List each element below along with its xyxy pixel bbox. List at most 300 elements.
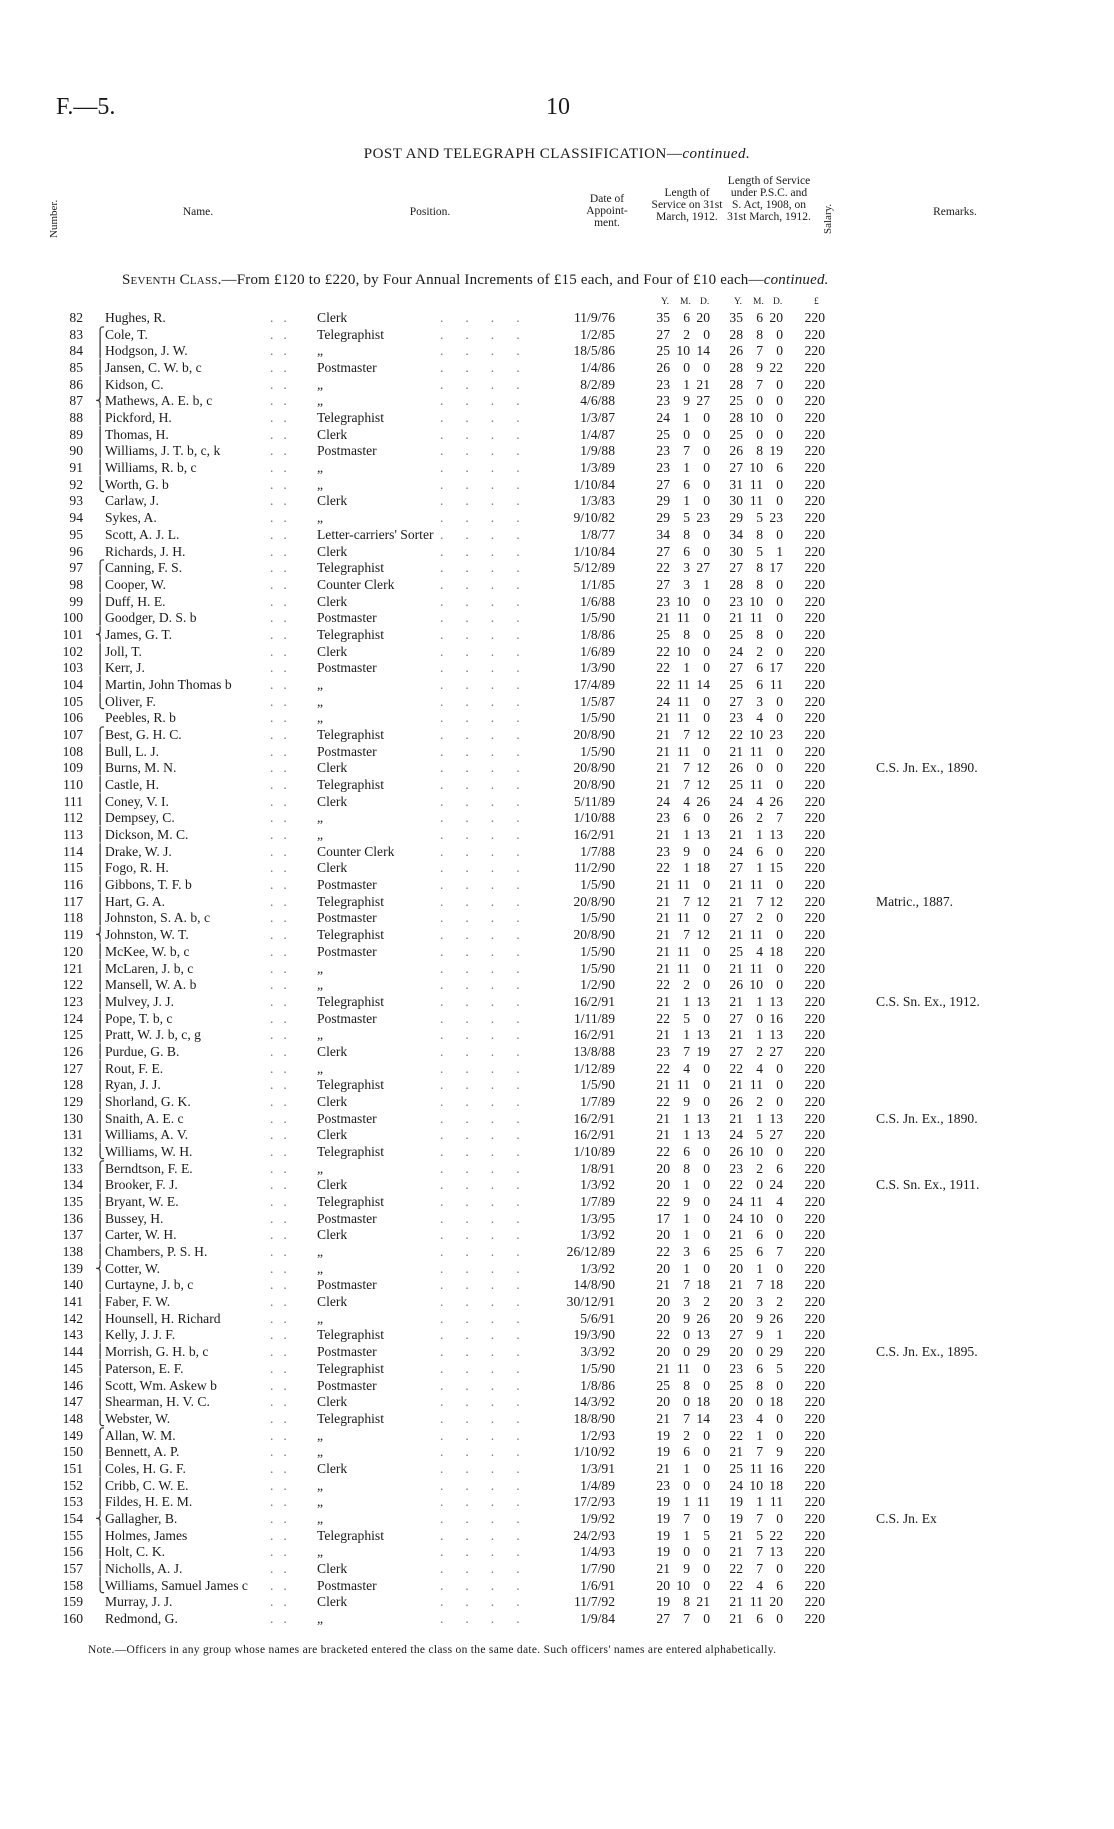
psc-days: 22: [769, 1527, 783, 1543]
psc-months: 10: [749, 1144, 763, 1159]
service-months: 3: [683, 576, 690, 592]
salary-value: 220: [804, 1360, 825, 1376]
row-number: 117: [63, 893, 83, 909]
psc-years: 20: [729, 1294, 743, 1310]
appointment-date: 1/6/89: [580, 643, 615, 659]
row-number: 120: [62, 943, 83, 959]
leader-dots: ..: [270, 1494, 297, 1510]
service-days: 0: [703, 1477, 710, 1493]
leader-dots: ....: [440, 1344, 542, 1360]
appointment-date: 3/3/92: [580, 1344, 615, 1360]
officer-name: Bull, L. J.: [105, 743, 160, 759]
leader-dots: ..: [270, 493, 297, 509]
group-bracket: ⎪: [95, 1027, 106, 1043]
officer-position: Telegraphist: [317, 1360, 384, 1376]
table-row: [0, 1377, 1114, 1394]
service-months: 1: [683, 993, 690, 1009]
group-bracket: ⎪: [95, 993, 106, 1009]
salary-value: 220: [804, 1043, 825, 1059]
table-row: [0, 1276, 1114, 1293]
leader-dots: ..: [270, 1410, 297, 1426]
group-bracket: ⎪: [95, 1043, 106, 1059]
group-bracket: ⎪: [95, 1460, 106, 1476]
leader-dots: ..: [270, 893, 297, 909]
row-number: 144: [62, 1344, 83, 1360]
salary-value: 220: [804, 927, 825, 943]
service-days: 0: [703, 1227, 710, 1243]
leader-dots: ..: [270, 510, 297, 526]
psc-years: 23: [729, 1410, 743, 1426]
table-row: [0, 509, 1114, 526]
service-years: 19: [656, 1544, 670, 1560]
table-row: [0, 1393, 1114, 1410]
psc-months: 6: [756, 1611, 763, 1627]
psc-days: 18: [769, 1477, 783, 1493]
table-row: [0, 1060, 1114, 1077]
service-months: 10: [676, 643, 690, 659]
psc-days: 0: [776, 777, 783, 793]
service-months: 1: [683, 660, 690, 676]
service-years: 27: [656, 1611, 670, 1627]
officer-position: „: [317, 1027, 324, 1043]
leader-dots: ....: [440, 927, 542, 943]
officer-name: Drake, W. J.: [105, 843, 172, 859]
group-bracket: ⎪: [95, 376, 106, 392]
psc-years: 26: [729, 1093, 743, 1109]
leader-dots: ....: [440, 827, 542, 843]
leader-dots: ..: [270, 1544, 297, 1560]
service-months: 8: [683, 526, 690, 542]
table-row: [0, 359, 1114, 376]
group-bracket: ⎪: [95, 1310, 106, 1326]
service-months: 1: [683, 1177, 690, 1193]
appointment-date: 13/8/88: [573, 1043, 615, 1059]
leader-dots: ....: [440, 1260, 542, 1276]
leader-dots: ....: [440, 493, 542, 509]
officer-position: Clerk: [317, 1294, 348, 1310]
psc-years: 28: [729, 360, 743, 376]
service-months: 6: [683, 1444, 690, 1460]
salary-value: 220: [804, 1277, 825, 1293]
leader-dots: ....: [440, 1294, 542, 1310]
table-row: [0, 976, 1114, 993]
leader-dots: ..: [270, 1144, 297, 1159]
service-years: 20: [656, 1160, 670, 1176]
leader-dots: ..: [270, 877, 297, 893]
psc-months: 6: [756, 660, 763, 676]
psc-months: 0: [756, 760, 763, 776]
officer-position: Postmaster: [317, 1110, 377, 1126]
leader-dots: ....: [440, 960, 542, 976]
service-days: 0: [703, 476, 710, 492]
officer-position: Telegraphist: [317, 777, 384, 793]
service-days: 0: [703, 1544, 710, 1560]
leader-dots: ..: [270, 1177, 297, 1193]
service-years: 22: [656, 560, 670, 576]
service-days: 1: [703, 576, 710, 592]
salary-value: 220: [804, 443, 825, 459]
service-months: 11: [676, 710, 690, 726]
officer-position: Telegraphist: [317, 1077, 384, 1093]
leader-dots: ....: [440, 1427, 542, 1443]
row-number: 130: [62, 1110, 83, 1126]
psc-years: 27: [729, 693, 743, 709]
service-days: 2: [703, 1294, 710, 1310]
psc-years: 22: [729, 1427, 743, 1443]
officer-position: Clerk: [317, 593, 348, 609]
psc-days: 17: [769, 560, 783, 576]
unit-months-2: M.: [753, 297, 764, 307]
leader-dots: ....: [440, 943, 542, 959]
officer-name: Williams, W. H.: [105, 1144, 193, 1159]
officer-position: Postmaster: [317, 1010, 377, 1026]
psc-years: 21: [729, 1027, 743, 1043]
table-row: [0, 593, 1114, 610]
appointment-date: 1/5/90: [580, 1360, 615, 1376]
appointment-date: 1/9/92: [580, 1510, 615, 1526]
service-years: 20: [656, 1227, 670, 1243]
psc-days: 29: [769, 1344, 783, 1360]
psc-years: 21: [729, 1444, 743, 1460]
leader-dots: ..: [270, 626, 297, 642]
service-days: 0: [703, 326, 710, 342]
group-bracket: ⎪: [95, 1394, 106, 1410]
psc-days: 12: [769, 893, 783, 909]
officer-name: Kerr, J.: [105, 660, 145, 676]
group-bracket: ⎪: [95, 1477, 106, 1493]
service-months: 7: [683, 1410, 690, 1426]
table-row: [0, 1577, 1114, 1594]
group-bracket: ⎪: [95, 827, 106, 843]
group-bracket: ⎪: [95, 1527, 106, 1543]
leader-dots: ....: [440, 526, 542, 542]
psc-days: 5: [776, 1360, 783, 1376]
service-months: 3: [683, 560, 690, 576]
officer-position: „: [317, 1160, 324, 1176]
leader-dots: ....: [440, 1377, 542, 1393]
service-days: 0: [703, 1260, 710, 1276]
psc-days: 0: [776, 410, 783, 426]
row-number: 95: [69, 526, 83, 542]
salary-value: 220: [804, 460, 825, 476]
table-row: [0, 459, 1114, 476]
service-years: 21: [656, 960, 670, 976]
service-days: 6: [703, 1244, 710, 1260]
group-bracket: ⎩: [95, 476, 106, 492]
group-bracket: ⎪: [95, 1277, 106, 1293]
service-years: 21: [656, 610, 670, 626]
officer-name: Rout, F. E.: [105, 1060, 164, 1076]
service-months: 7: [683, 927, 690, 943]
service-days: 0: [703, 1427, 710, 1443]
officer-name: Redmond, G.: [105, 1611, 178, 1627]
appointment-date: 1/10/92: [573, 1444, 615, 1460]
officer-position: Postmaster: [317, 743, 377, 759]
psc-months: 7: [756, 1510, 763, 1526]
psc-days: 27: [769, 1127, 783, 1143]
officer-position: „: [317, 827, 324, 843]
officer-name: Peebles, R. b: [105, 710, 176, 726]
psc-months: 11: [749, 877, 763, 893]
officer-name: Hart, G. A.: [105, 893, 166, 909]
psc-months: 6: [756, 843, 763, 859]
psc-days: 0: [776, 1227, 783, 1243]
salary-value: 220: [804, 526, 825, 542]
service-years: 23: [656, 443, 670, 459]
group-bracket: ⎪: [95, 910, 106, 926]
officer-position: „: [317, 476, 324, 492]
table-row: [0, 442, 1114, 459]
service-days: 13: [696, 1027, 710, 1043]
service-months: 9: [683, 1093, 690, 1109]
leader-dots: ..: [270, 743, 297, 759]
officer-position: Postmaster: [317, 910, 377, 926]
group-bracket: ⎪: [95, 1210, 106, 1226]
table-row: [0, 1193, 1114, 1210]
psc-days: 0: [776, 493, 783, 509]
service-days: 14: [696, 676, 710, 692]
leader-dots: ....: [440, 1577, 542, 1593]
leader-dots: ....: [440, 1244, 542, 1260]
table-row: [0, 626, 1114, 643]
service-years: 20: [656, 1394, 670, 1410]
service-days: 14: [696, 343, 710, 359]
service-years: 22: [656, 676, 670, 692]
service-days: 12: [696, 777, 710, 793]
leader-dots: ....: [440, 410, 542, 426]
officer-name: Carlaw, J.: [105, 493, 159, 509]
unit-pound: £: [814, 297, 819, 307]
appointment-date: 1/3/95: [580, 1210, 615, 1226]
row-number: 88: [69, 410, 83, 426]
service-months: 1: [683, 860, 690, 876]
service-months: 0: [683, 1327, 690, 1343]
officer-name: Johnston, W. T.: [105, 927, 189, 943]
row-number: 102: [62, 643, 83, 659]
leader-dots: ....: [440, 1110, 542, 1126]
leader-dots: ....: [440, 1277, 542, 1293]
psc-months: 1: [756, 827, 763, 843]
officer-position: „: [317, 676, 324, 692]
appointment-date: 1/2/93: [580, 1427, 615, 1443]
salary-value: 220: [804, 426, 825, 442]
officer-name: Jansen, C. W. b, c: [105, 360, 202, 376]
officer-name: Coles, H. G. F.: [105, 1460, 186, 1476]
row-number: 140: [62, 1277, 83, 1293]
row-number: 108: [62, 743, 83, 759]
psc-months: 6: [756, 310, 763, 325]
psc-months: 10: [749, 460, 763, 476]
psc-months: 1: [756, 1427, 763, 1443]
officer-name: Bennett, A. P.: [105, 1444, 180, 1460]
group-bracket: ⎧: [95, 727, 106, 742]
group-bracket: ⎪: [95, 1561, 106, 1576]
row-number: 98: [69, 576, 83, 592]
salary-value: 220: [804, 1177, 825, 1193]
salary-value: 220: [804, 877, 825, 893]
leader-dots: ..: [270, 710, 297, 726]
leader-dots: ..: [270, 476, 297, 492]
psc-months: 7: [756, 1544, 763, 1560]
leader-dots: ..: [270, 1510, 297, 1526]
salary-value: 220: [804, 1410, 825, 1426]
unit-years-2: Y.: [734, 297, 743, 307]
officer-position: Postmaster: [317, 1277, 377, 1293]
table-row: [0, 409, 1114, 426]
service-months: 2: [683, 1427, 690, 1443]
row-number: 158: [62, 1577, 83, 1593]
leader-dots: ..: [270, 1277, 297, 1293]
group-bracket: ⎧: [95, 326, 106, 342]
appointment-date: 1/9/88: [580, 443, 615, 459]
service-months: 0: [683, 360, 690, 376]
psc-days: 20: [769, 1594, 783, 1610]
appointment-date: 11/9/76: [573, 310, 615, 325]
service-days: 0: [703, 1177, 710, 1193]
service-days: 0: [703, 977, 710, 993]
table-row: [0, 676, 1114, 693]
table-row: [0, 659, 1114, 676]
service-days: 0: [703, 943, 710, 959]
service-years: 22: [656, 660, 670, 676]
psc-days: 7: [776, 1244, 783, 1260]
psc-months: 8: [756, 326, 763, 342]
table-row: [0, 1443, 1114, 1460]
leader-dots: ..: [270, 1093, 297, 1109]
psc-months: 2: [756, 1043, 763, 1059]
salary-value: 220: [804, 1294, 825, 1310]
group-bracket: ⎪: [95, 877, 106, 893]
row-number: 89: [69, 426, 83, 442]
service-months: 11: [676, 910, 690, 926]
group-bracket: ⎪: [95, 676, 106, 692]
row-number: 100: [62, 610, 83, 626]
service-years: 20: [656, 1310, 670, 1326]
psc-days: 0: [776, 910, 783, 926]
leader-dots: ..: [270, 793, 297, 809]
service-months: 6: [683, 810, 690, 826]
officer-name: Ryan, J. J.: [105, 1077, 161, 1093]
salary-value: 220: [804, 943, 825, 959]
service-months: 1: [683, 1127, 690, 1143]
service-months: 4: [683, 793, 690, 809]
class-heading-prefix: Seventh Class.: [122, 272, 222, 288]
table-row: [0, 609, 1114, 626]
officer-position: Clerk: [317, 1127, 348, 1143]
psc-years: 23: [729, 593, 743, 609]
psc-years: 21: [729, 1594, 743, 1610]
psc-months: 2: [756, 910, 763, 926]
table-row: [0, 909, 1114, 926]
officer-name: Gibbons, T. F. b: [105, 877, 192, 893]
table-row: [0, 309, 1114, 326]
psc-years: 24: [729, 793, 743, 809]
table-row: [0, 1143, 1114, 1160]
service-months: 7: [683, 760, 690, 776]
salary-value: 220: [804, 1160, 825, 1176]
service-years: 23: [656, 460, 670, 476]
leader-dots: ....: [440, 877, 542, 893]
service-years: 22: [656, 1244, 670, 1260]
officer-position: „: [317, 1544, 324, 1560]
service-days: 0: [703, 1577, 710, 1593]
leader-dots: ....: [440, 343, 542, 359]
officer-name: Shearman, H. V. C.: [105, 1394, 210, 1410]
officer-name: Pickford, H.: [105, 410, 172, 426]
leader-dots: ..: [270, 376, 297, 392]
leader-dots: ..: [270, 760, 297, 776]
table-row: [0, 743, 1114, 760]
service-days: 13: [696, 993, 710, 1009]
row-number: 159: [62, 1594, 83, 1610]
officer-position: Clerk: [317, 426, 348, 442]
group-bracket: ⎪: [95, 810, 106, 826]
psc-years: 30: [729, 543, 743, 559]
service-years: 21: [656, 1077, 670, 1093]
group-bracket: ⎪: [95, 793, 106, 809]
leader-dots: ..: [270, 960, 297, 976]
leader-dots: ....: [440, 693, 542, 709]
table-row: [0, 693, 1114, 710]
header-length-service: Length of Service on 31st March, 1912.: [651, 187, 723, 223]
psc-years: 26: [729, 977, 743, 993]
service-months: 5: [683, 1010, 690, 1026]
service-years: 24: [656, 410, 670, 426]
service-months: 9: [683, 1194, 690, 1210]
group-bracket: ⎩: [95, 1144, 106, 1159]
service-months: 0: [683, 1344, 690, 1360]
psc-months: 0: [756, 1344, 763, 1360]
row-number: 86: [69, 376, 83, 392]
service-years: 21: [656, 727, 670, 742]
service-years: 27: [656, 326, 670, 342]
psc-days: 0: [776, 326, 783, 342]
psc-months: 9: [756, 1327, 763, 1343]
row-number: 111: [63, 793, 83, 809]
service-days: 18: [696, 860, 710, 876]
officer-name: Pratt, W. J. b, c, g: [105, 1027, 201, 1043]
salary-value: 220: [804, 1260, 825, 1276]
group-bracket: ⎪: [95, 1544, 106, 1560]
appointment-date: 1/3/83: [580, 493, 615, 509]
psc-years: 24: [729, 643, 743, 659]
group-bracket: ⎨: [95, 626, 106, 642]
leader-dots: ..: [270, 1043, 297, 1059]
appointment-date: 1/5/90: [580, 877, 615, 893]
row-number: 142: [62, 1310, 83, 1326]
table-row: [0, 859, 1114, 876]
table-row: [0, 943, 1114, 960]
leader-dots: ....: [440, 560, 542, 576]
table-row: [0, 1343, 1114, 1360]
remarks-value: C.S. Jn. Ex: [876, 1510, 937, 1526]
officer-position: „: [317, 810, 324, 826]
psc-months: 11: [749, 1594, 763, 1610]
leader-dots: ....: [440, 443, 542, 459]
row-number: 139: [62, 1260, 83, 1276]
salary-value: 220: [804, 743, 825, 759]
group-bracket: ⎪: [95, 1294, 106, 1310]
officer-name: Williams, A. V.: [105, 1127, 189, 1143]
officer-name: Joll, T.: [105, 643, 142, 659]
appointment-date: 4/6/88: [580, 393, 615, 409]
psc-days: 0: [776, 877, 783, 893]
psc-days: 0: [776, 1611, 783, 1627]
appointment-date: 1/4/87: [580, 426, 615, 442]
psc-months: 0: [756, 1177, 763, 1193]
psc-years: 20: [729, 1344, 743, 1360]
appointment-date: 24/2/93: [573, 1527, 615, 1543]
